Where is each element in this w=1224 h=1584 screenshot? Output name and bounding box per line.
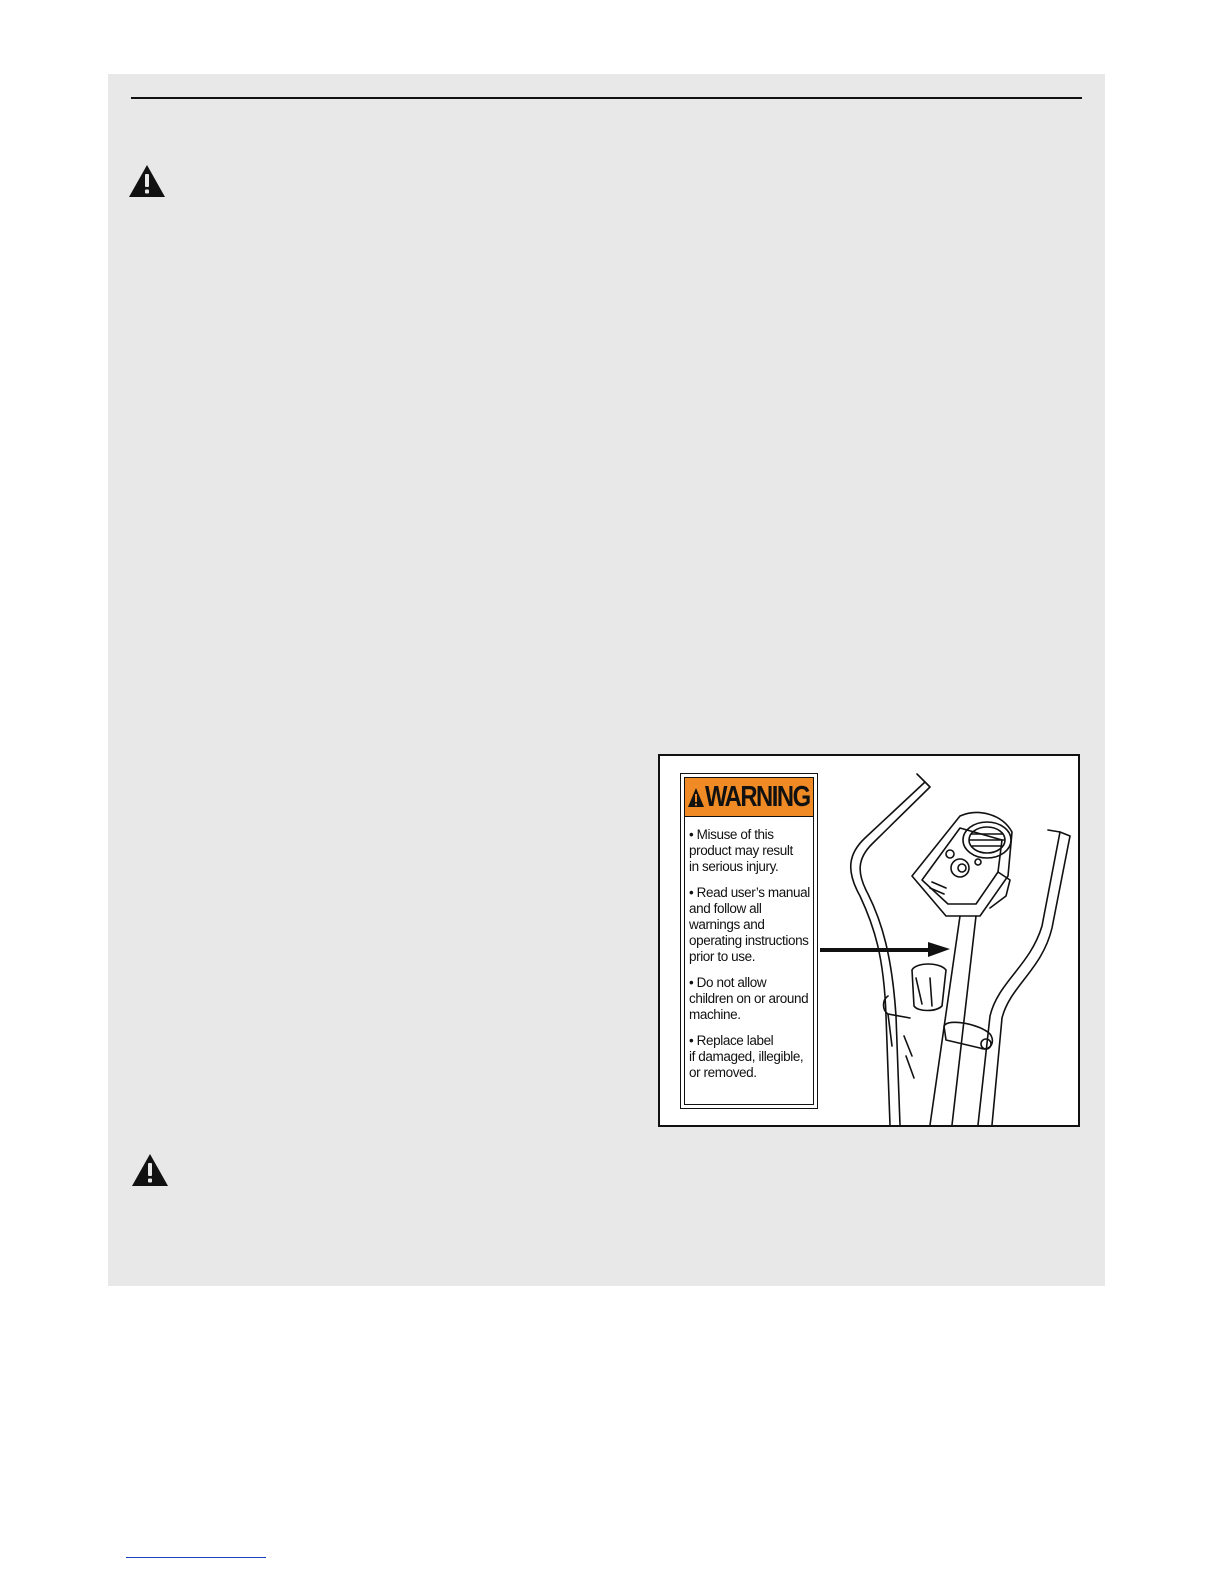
- warning-item: • Read user’s manual and follow all warnings and operating instructions prior to use.: [689, 885, 810, 964]
- warning-item: • Do not allow children on or around machine.: [689, 975, 809, 1022]
- warning-label-body: [685, 817, 813, 1081]
- warning-item: • Replace label if damaged, illegible, or removed.: [689, 1033, 804, 1080]
- header-rule: [131, 97, 1082, 99]
- safety-panel: [108, 74, 1105, 1286]
- warning-triangle-icon: [128, 164, 166, 198]
- warning-triangle-icon: [687, 786, 705, 808]
- warning-label-title: WARNING: [705, 781, 810, 813]
- warning-label: [680, 773, 818, 1109]
- arrow-head-icon: [928, 942, 950, 957]
- warning-label-figure: [658, 754, 1080, 1127]
- footer-link-underline[interactable]: [126, 1557, 266, 1558]
- warning-label-header: [685, 778, 813, 817]
- warning-item: • Misuse of this product may result in serious injury.: [689, 827, 793, 874]
- warning-triangle-icon: [131, 1153, 169, 1187]
